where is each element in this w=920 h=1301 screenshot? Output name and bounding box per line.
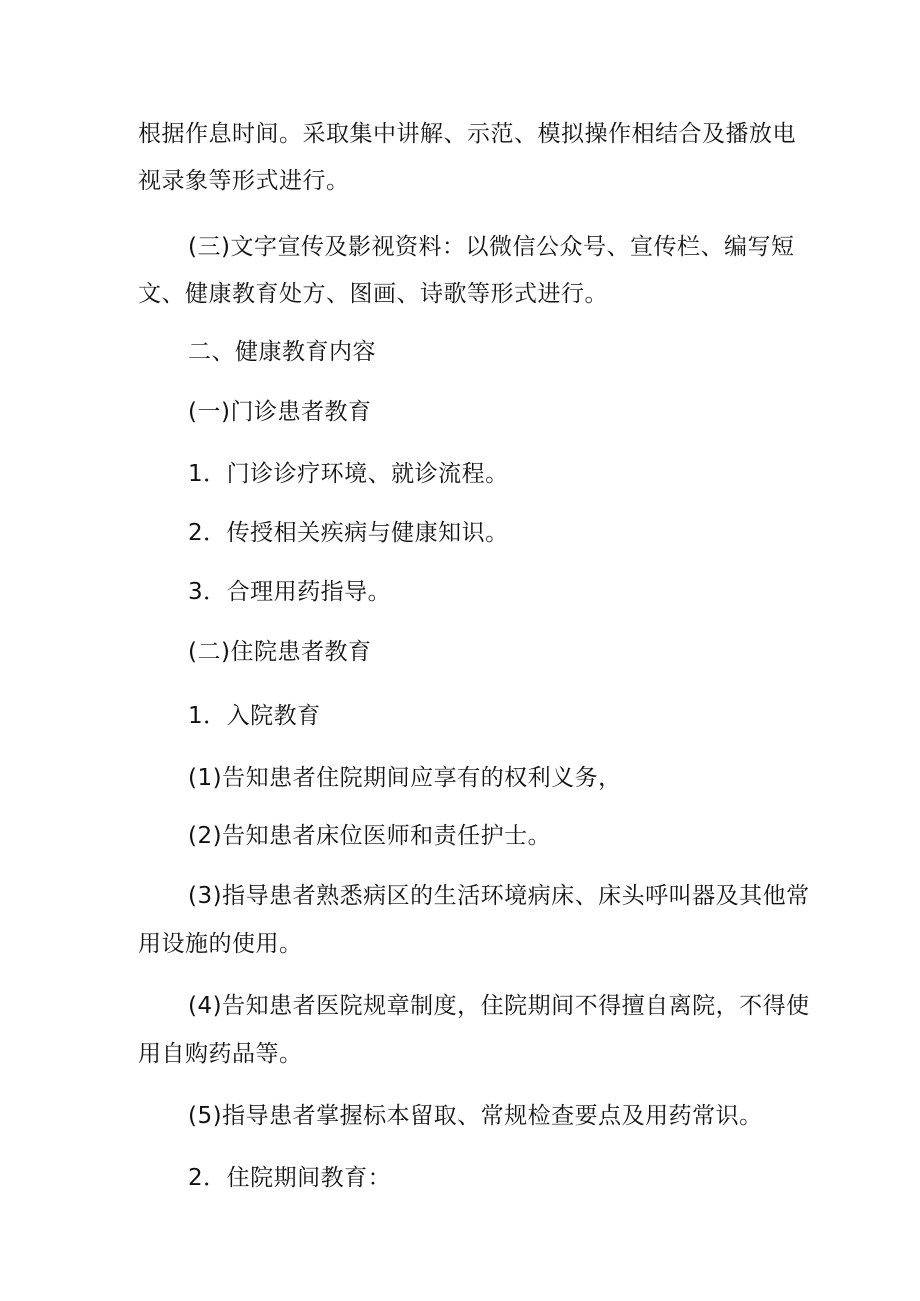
- list-item: (1)告知患者住院期间应享有的权利义务，: [188, 765, 622, 791]
- paragraph-line: 视录象等形式进行。: [138, 168, 350, 194]
- list-item: (2)告知患者床位医师和责任护士。: [188, 823, 552, 849]
- section-heading: 二、健康教育内容: [188, 339, 376, 365]
- list-item: (3)指导患者熟悉病区的生活环境病床、床头呼叫器及其他常: [188, 883, 810, 909]
- subsection-heading: (二)住院患者教育: [188, 639, 372, 665]
- list-item: 3．合理用药指导。: [188, 579, 392, 605]
- list-item: 2．传授相关疾病与健康知识。: [188, 520, 509, 546]
- list-item: (5)指导患者掌握标本留取、常规检查要点及用药常识。: [188, 1103, 763, 1129]
- list-item: 2．住院期间教育：: [188, 1165, 392, 1191]
- list-item: (4)告知患者医院规章制度，住院期间不得擅自离院，不得使: [188, 993, 810, 1019]
- paragraph-line: 用设施的使用。: [138, 931, 303, 957]
- paragraph-line: 根据作息时间。采取集中讲解、示范、模拟操作相结合及播放电: [138, 121, 796, 147]
- paragraph-line: 文、健康教育处方、图画、诗歌等形式进行。: [138, 281, 608, 307]
- subsection-heading: (一)门诊患者教育: [188, 399, 372, 425]
- paragraph-line: (三)文字宣传及影视资料：以微信公众号、宣传栏、编写短: [188, 234, 795, 260]
- paragraph-line: 用自购药品等。: [138, 1041, 303, 1067]
- list-item: 1．入院教育: [188, 703, 321, 729]
- list-item: 1．门诊诊疗环境、就诊流程。: [188, 461, 509, 487]
